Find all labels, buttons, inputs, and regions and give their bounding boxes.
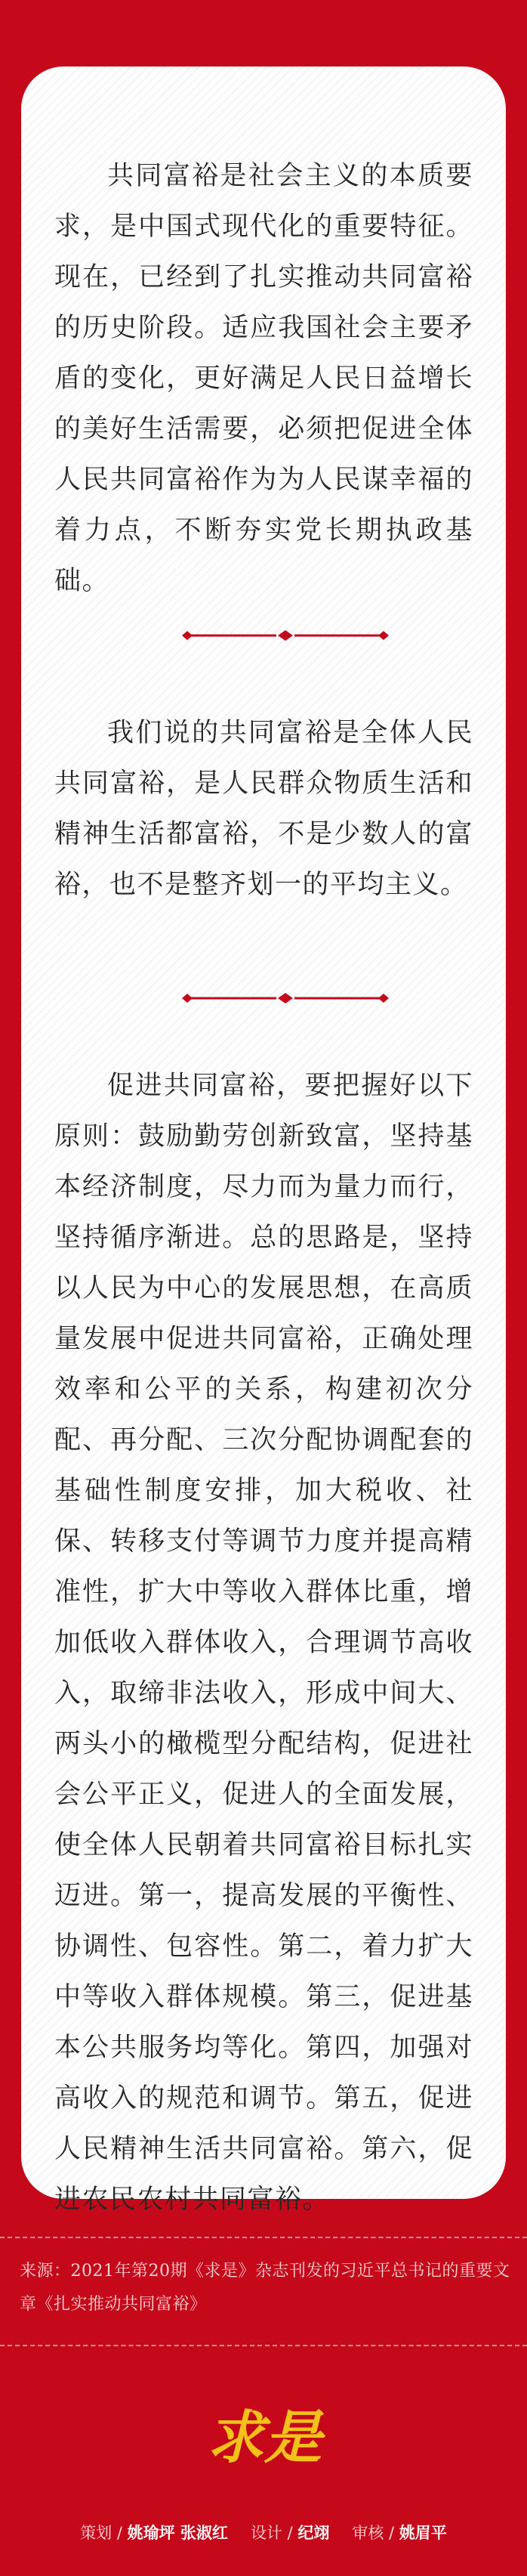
source-note: 来源：2021年第20期《求是》杂志刊发的习近平总书记的重要文章《扎实推动共同富裕》 bbox=[20, 2262, 510, 2314]
logo-text: 求是 bbox=[207, 2404, 322, 2471]
review-names: 姚眉平 bbox=[399, 2524, 447, 2542]
design-names: 纪翊 bbox=[297, 2524, 330, 2542]
divider-bottom bbox=[0, 2345, 527, 2346]
paragraph-1: 共同富裕是社会主义的本质要求，是中国式现代化的重要特征。现在，已经到了扎实推动共同富裕的历史阶段。适应我国社会主要矛盾的变化，更好满足人民日益增长的美好生活需要，必须把促进全体人民共同富裕作为为人民谋幸福的着力点，不断夯实党长期执政基础。 bbox=[54, 161, 473, 596]
diamond-divider-icon bbox=[180, 993, 391, 1003]
diamond-divider-icon bbox=[180, 630, 391, 641]
planning-label: 策划 / bbox=[80, 2524, 128, 2542]
qiushi-logo-icon bbox=[196, 2395, 332, 2479]
credits bbox=[0, 2522, 527, 2544]
review-label: 审核 / bbox=[352, 2524, 399, 2542]
design-label: 设计 / bbox=[250, 2524, 298, 2542]
divider-top bbox=[0, 2237, 527, 2238]
paragraph-2: 我们说的共同富裕是全体人民共同富裕，是人民群众物质生活和精神生活都富裕，不是少数人的富裕，也不是整齐划一的平均主义。 bbox=[54, 718, 473, 900]
paragraph-3: 促进共同富裕，要把握好以下原则：鼓励勤劳创新致富，坚持基本经济制度，尽力而为量力而行，坚持循序渐进。总的思路是，坚持以人民为中心的发展思想，在高质量发展中促进共同富裕，正确处理效率和公平的关系，构建初次分配、再分配、三次分配协调配套的基础性制度安排，加大税收、社保、转移支付等调节力度并提高精准性，扩大中等收入群体比重，增加低收入群体收入，合理调节高收入，取缔非法收入，形成中间大、两头小的橄榄型分配结构，促进社会公平正义，促进人的全面发展，使全体人民朝着共同富裕目标扎实迈进。第一，提高发展的平衡性、协调性、包容性。第二，着力扩大中等收入群体规模。第三，促进基本公共服务均等化。第四，加强对高收入的规范和调节。第五，促进人民精神生活共同富裕。第六，促进农民农村共同富裕。 bbox=[54, 1071, 473, 2215]
planning-names: 姚瑜坪 张淑红 bbox=[127, 2524, 228, 2542]
